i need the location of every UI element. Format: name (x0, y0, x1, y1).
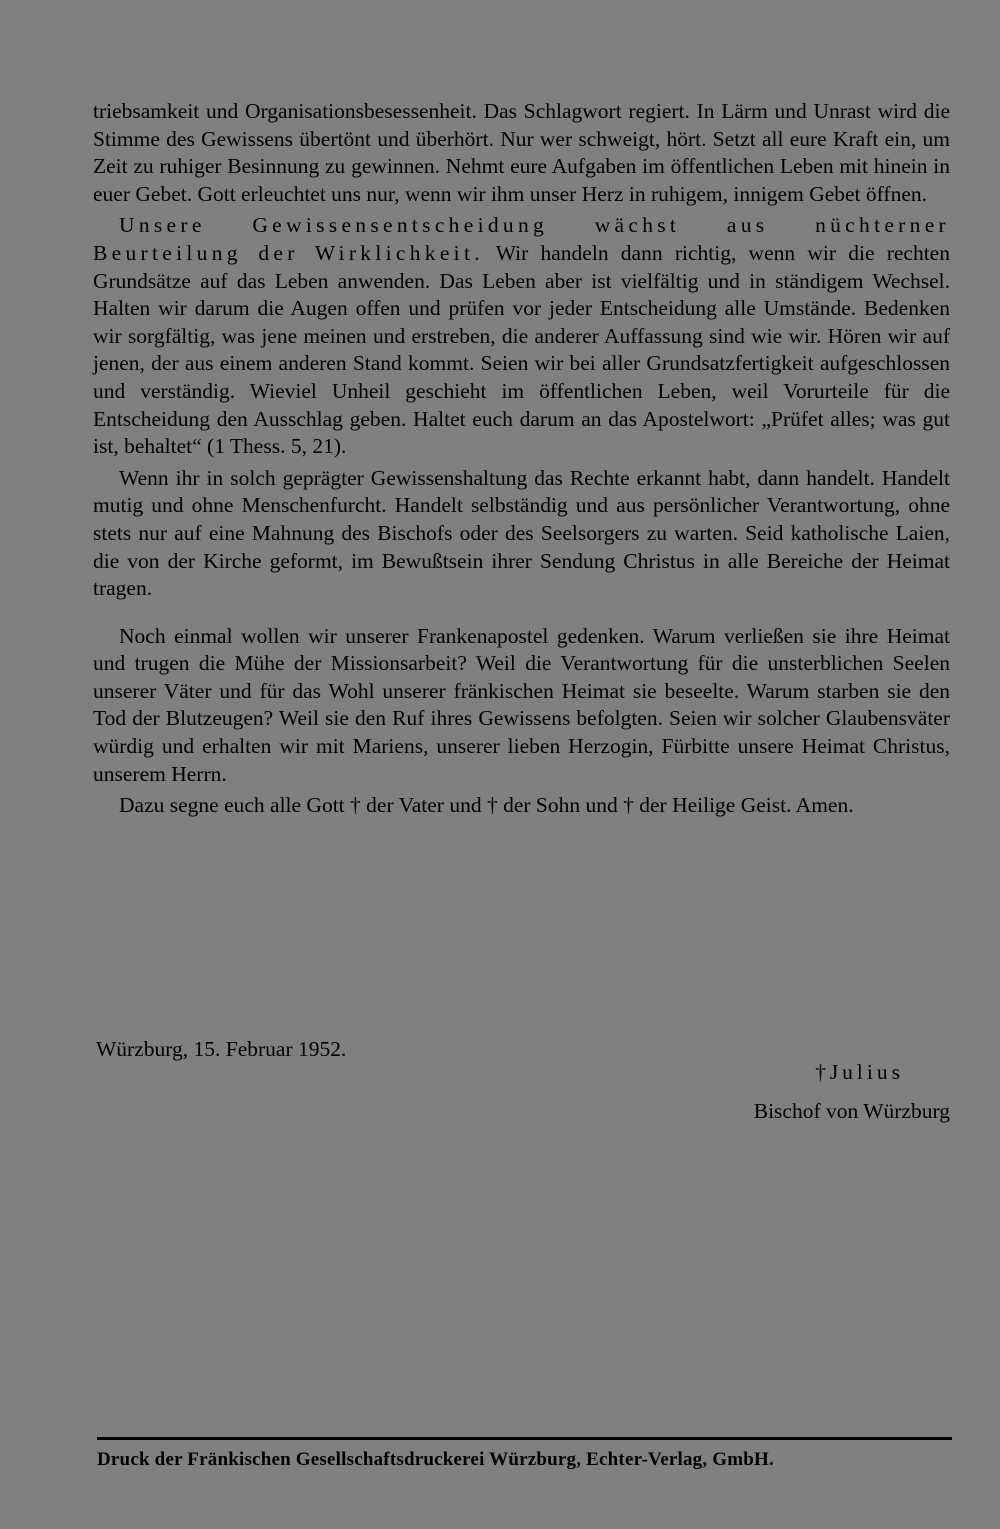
signature-title: Bischof von Würzburg (753, 1099, 950, 1123)
paragraph-2-text: Wir handeln dann richtig, wenn wir die rechten Grundsätze auf das Leben anwenden. Das Leben aber ist vielfältig und in ständigem Wechsel. Halten wir darum die Augen offen und prüfen vor jeder Entscheidung alle Umstände. Bedenken wir sorgfältig, was jene meinen und erstreben, die anderer Auffassung sind wie wir. Hören wir auf jenen, der aus einem anderen Stand kommt. Seien wir bei aller Grundsatzfertigkeit aufgeschlossen und verständig. Wieviel Unheil geschieht im öffentlichen Leben, weil Vorurteile für die Entscheidung den Ausschlag geben. Haltet euch darum an das Apostelwort: „Prüfet alles; was gut ist, behaltet“ (1 Thess. 5, 21). (93, 240, 950, 459)
paragraph-3: Wenn ihr in solch geprägter Gewissenshaltung das Rechte erkannt habt, dann handelt. Handelt mutig und ohne Menschenfurcht. Handelt selbständig und aus persönlicher Verantwortung, ohne stets nur auf eine Mahnung des Bischofs oder des Seelsorgers zu warten. Seid katholische Laien, die von der Kirche geformt, im Bewußtsein ihrer Sendung Christus in alle Bereiche der Heimat tragen. (93, 465, 950, 601)
paragraph-2 (93, 212, 950, 460)
printer-imprint: Druck der Fränkischen Gesellschaftsdruckerei Würzburg, Echter-Verlag, GmbH. (97, 1449, 774, 1470)
letter-body (93, 98, 950, 820)
signature-name: †Julius (815, 1060, 904, 1084)
paragraph-1: triebsamkeit und Organisationsbesessenheit. Das Schlagwort regiert. In Lärm und Unrast wird die Stimme des Gewissens übertönt und überhört. Nur wer schweigt, hört. Setzt all eure Kraft ein, um Zeit zu ruhiger Besinnung zu gewinnen. Nehmt eure Aufgaben im öffentlichen Leben mit hinein in euer Gebet. Gott erleuchtet uns nur, wenn wir ihm unser Herz in ruhigem, innigem Gebet öffnen. (93, 99, 950, 206)
paragraph-5: Dazu segne euch alle Gott † der Vater und † der Sohn und † der Heilige Geist. Amen. (119, 793, 854, 818)
paragraph-4: Noch einmal wollen wir unserer Frankenapostel gedenken. Warum verließen sie ihre Heimat und trugen die Mühe der Missionsarbeit? Weil die Verantwortung für die unsterblichen Seelen unserer Väter und für das Wohl unserer fränkischen Heimat sie beseelte. Warum starben sie den Tod der Blutzeugen? Weil sie den Ruf ihres Gewissens befolgten. Seien wir solcher Glaubensväter würdig und erhalten wir mit Mariens, unserer lieben Herzogin, Fürbitte unsere Heimat Christus, unserem Herrn. (93, 623, 950, 786)
letter-date: Würzburg, 15. Februar 1952. (96, 1037, 347, 1061)
footer-divider (97, 1437, 952, 1440)
paragraph-2-emphasis: Unsere Gewissensentscheidung wächst aus nüchterner Beurteilung der Wirklichkeit. (93, 213, 950, 265)
